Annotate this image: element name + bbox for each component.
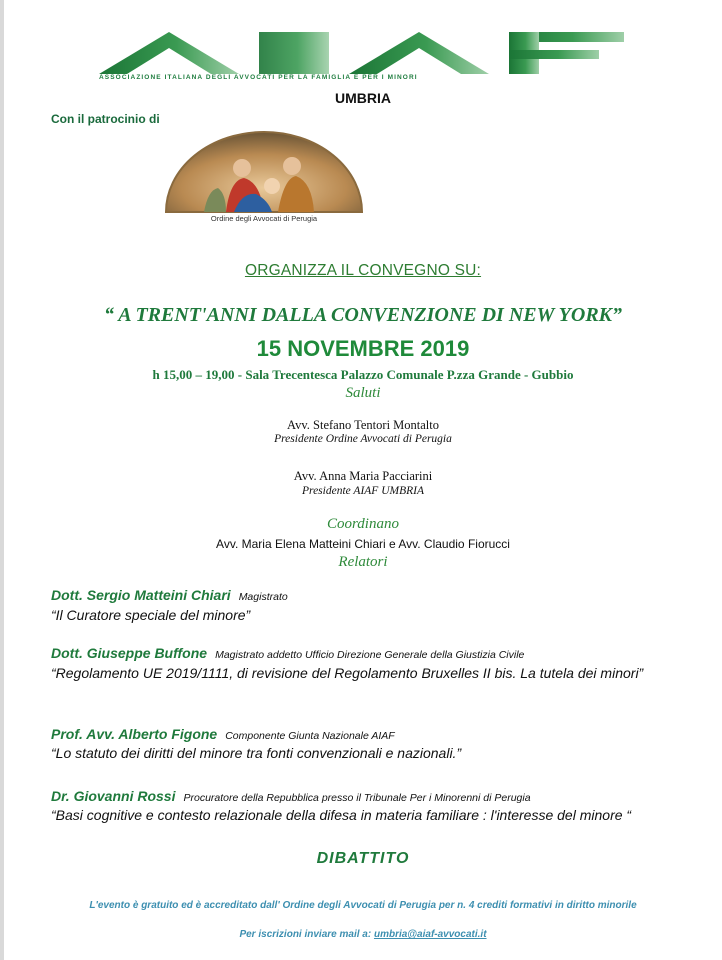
relatore-role: Componente Giunta Nazionale AIAF (225, 730, 395, 742)
footer-accreditation-note: L'evento è gratuito ed è accreditato dall' Ordine degli Avvocati di Perugia per n. 4 crediti formativi in diritto minorile (89, 900, 637, 911)
relatore-name: Dr. Giovanni Rossi (51, 788, 176, 804)
relatore-talk-title: “Regolamento UE 2019/1111, di revisione del Regolamento Bruxelles II bis. La tutela dei minori” (51, 665, 644, 681)
relatore-talk-title: “Basi cognitive e contesto relazionale della difesa in materia familiare : l'interesse del minore “ (51, 807, 632, 823)
saluti-speaker-name: Avv. Stefano Tentori Montalto (287, 418, 439, 432)
relatore-role: Procuratore della Repubblica presso il Tribunale Per i Minorenni di Perugia (183, 792, 531, 804)
registration-email-link[interactable]: umbria@aiaf-avvocati.it (373, 929, 487, 940)
coordinano-heading: Coordinano (327, 516, 399, 532)
footer-registration (4, 929, 722, 940)
relatore-name: Dott. Giuseppe Buffone (51, 645, 208, 661)
relatore-talk-title: “Il Curatore speciale del minore” (51, 607, 251, 623)
relatore-name: Prof. Avv. Alberto Figone (51, 726, 218, 742)
relatore-role: Magistrato (238, 591, 288, 603)
footer-mail-label: Per iscrizioni inviare mail a: (239, 929, 372, 940)
saluti-speaker-name: Avv. Anna Maria Pacciarini (293, 469, 433, 483)
relatore-role: Magistrato addetto Ufficio Direzione Generale della Giustizia Civile (215, 649, 525, 661)
coordinatori-names: Avv. Maria Elena Matteini Chiari e Avv. Claudio Fiorucci (216, 537, 510, 551)
relatore-header (51, 587, 676, 605)
fresco-lunette-icon (164, 130, 364, 214)
event-title: “ A TRENT'ANNI DALLA CONVENZIONE DI NEW YORK” (103, 304, 623, 326)
saluti-heading: Saluti (345, 385, 381, 401)
event-date: 15 NOVEMBRE 2019 (256, 336, 470, 361)
aiaf-logo-letters-icon (99, 30, 624, 74)
relatore-talk-title: “Lo statuto dei diritti del minore tra fonti convenzionali e nazionali.” (51, 745, 462, 761)
event-schedule: h 15,00 – 19,00 - Sala Trecentesca Palazzo Comunale P.zza Grande - Gubbio (152, 367, 574, 382)
patron-emblem (164, 130, 386, 228)
relatore-header (51, 645, 676, 663)
relatori-heading: Relatori (338, 554, 388, 570)
aiaf-logo (99, 30, 624, 90)
dibattito-heading: DIBATTITO (316, 850, 410, 867)
relatore-name: Dott. Sergio Matteini Chiari (51, 587, 231, 603)
region-heading: UMBRIA (335, 90, 391, 106)
saluti-speaker-role: Presidente Ordine Avvocati di Perugia (274, 433, 452, 445)
logo-subtitle: ASSOCIAZIONE ITALIANA DEGLI AVVOCATI PER LA FAMIGLIA E PER I MINORI (99, 74, 418, 81)
patron-caption: Ordine degli Avvocati di Perugia (210, 214, 318, 223)
organizza-heading: ORGANIZZA IL CONVEGNO SU: (244, 262, 482, 279)
patronage-label: Con il patrocinio di (51, 112, 160, 126)
saluti-speaker-role: Presidente AIAF UMBRIA (302, 485, 424, 497)
